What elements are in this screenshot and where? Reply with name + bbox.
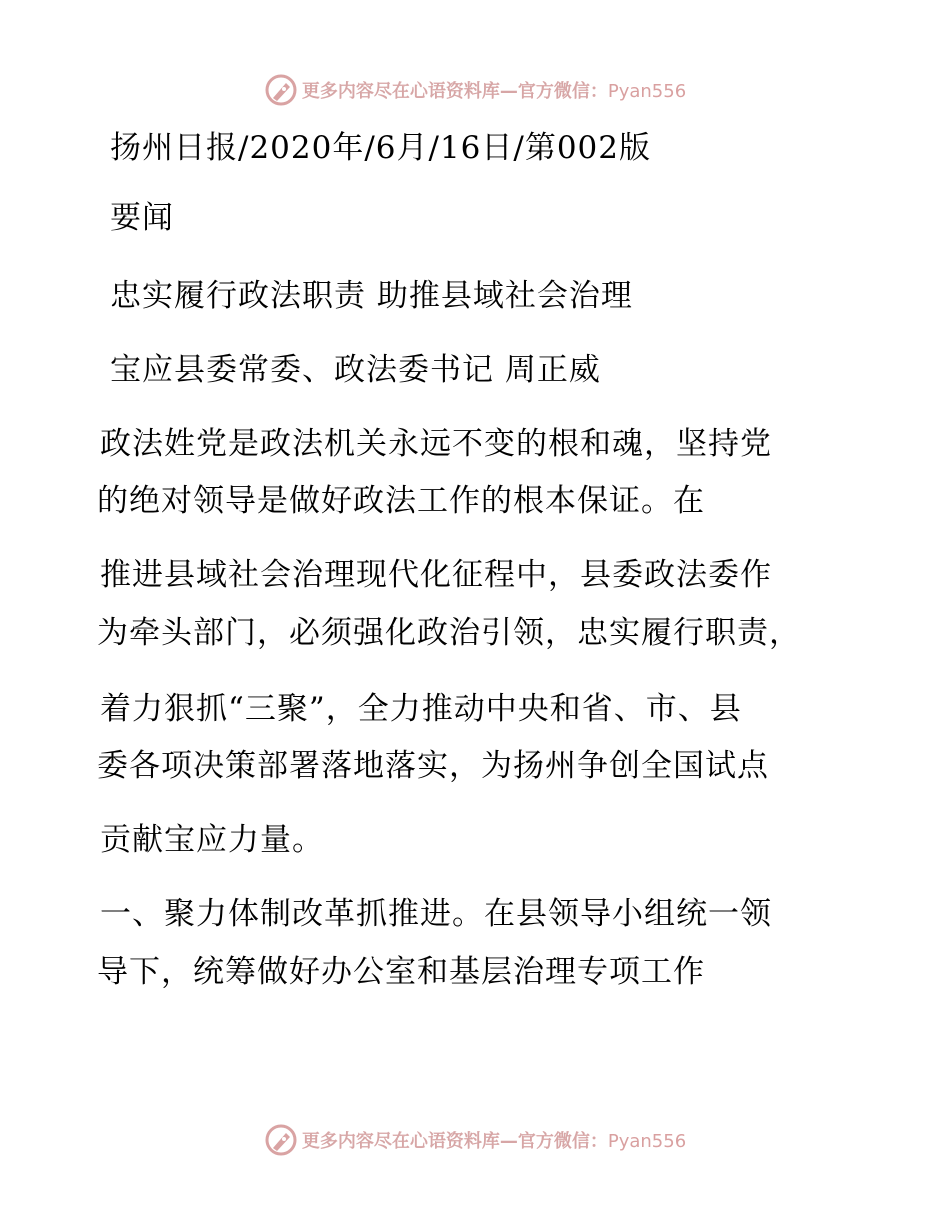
watermark-id: Pyan556 [607, 81, 687, 102]
section-label: 要闻 [110, 200, 174, 236]
paragraph-line: 着力狠抓“三聚”，全力推动中央和省、市、县 [100, 691, 742, 727]
watermark-top [0, 70, 950, 110]
newspaper-header: 扬州日报/2020年/6月/16日/第002版 [110, 130, 652, 166]
paragraph-line: 的绝对领导是做好政法工作的根本保证。在 [97, 483, 705, 519]
watermark-id: Pyan556 [607, 1131, 687, 1152]
paragraph-line: 贡献宝应力量。 [100, 822, 324, 858]
article-title: 忠实履行政法职责 助推县域社会治理 [110, 278, 633, 314]
pen-nib-logo-icon [264, 73, 298, 107]
paragraph-line: 推进县域社会治理现代化征程中，县委政法委作 [100, 557, 772, 593]
watermark-text: 更多内容尽在心语资料库—官方微信： [301, 81, 608, 102]
paragraph-line: 导下，统筹做好办公室和基层治理专项工作 [97, 954, 705, 990]
paragraph-line: 政法姓党是政法机关永远不变的根和魂，坚持党 [100, 426, 772, 462]
pen-nib-logo-icon [264, 1123, 298, 1157]
watermark-bottom [0, 1120, 950, 1160]
paragraph-line: 委各项决策部署落地落实，为扬州争创全国试点 [97, 748, 769, 784]
paragraph-line: 一、聚力体制改革抓推进。在县领导小组统一领 [100, 896, 772, 932]
paragraph-line: 为牵头部门，必须强化政治引领，忠实履行职责， [97, 615, 801, 651]
article-byline: 宝应县委常委、政法委书记 周正威 [110, 352, 601, 388]
watermark-text: 更多内容尽在心语资料库—官方微信： [301, 1131, 608, 1152]
